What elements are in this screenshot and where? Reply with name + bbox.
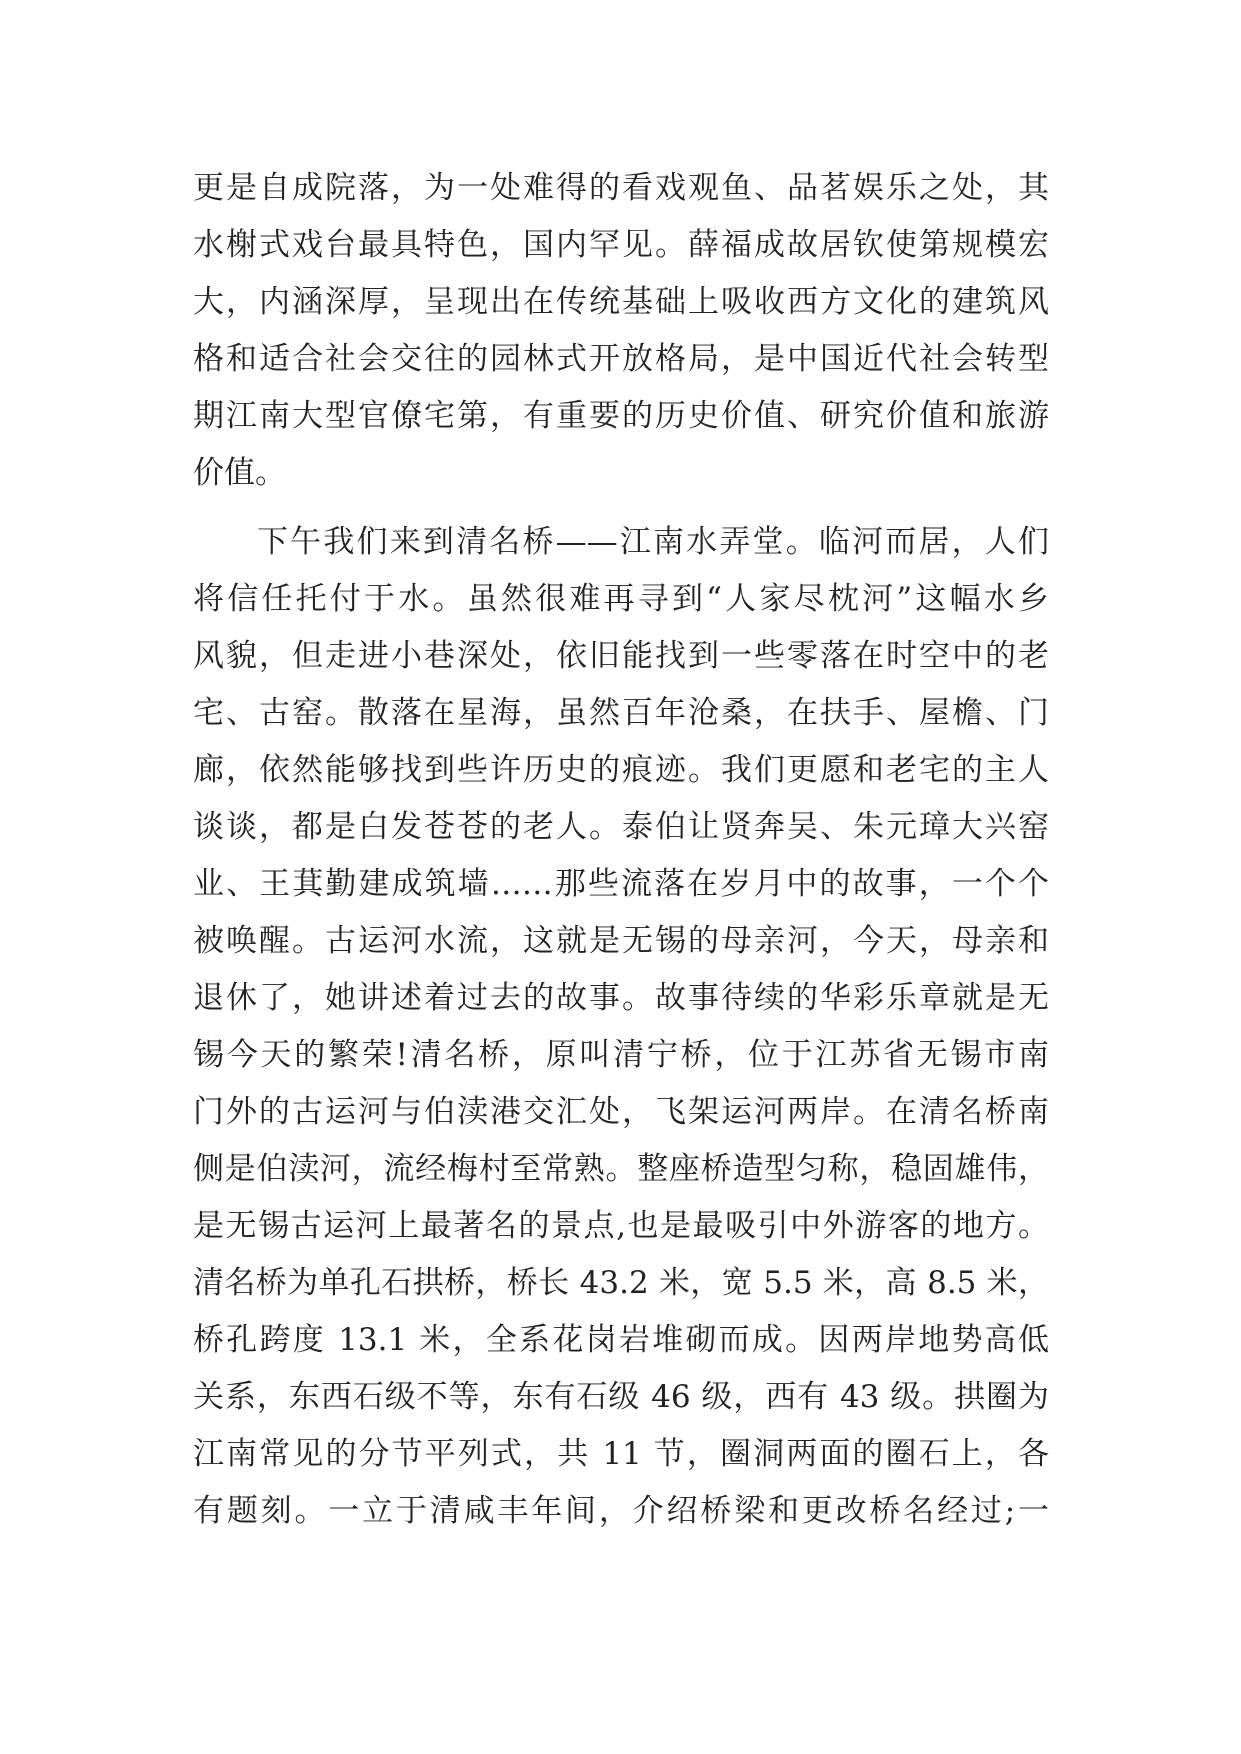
text-line: 有题刻。一立于清咸丰年间，介绍桥梁和更改桥名经过;一 [193, 1493, 1049, 1529]
text-line: 将信任托付于水。虽然很难再寻到“人家尽枕河”这幅水乡 [193, 581, 1049, 617]
text-line: 大，内涵深厚，呈现出在传统基础上吸收西方文化的建筑风 [193, 284, 1049, 320]
text-line: 谈谈，都是白发苍苍的老人。泰伯让贤奔吴、朱元璋大兴窑 [193, 809, 1049, 845]
text-line: 风貌，但走进小巷深处，依旧能找到一些零落在时空中的老 [193, 638, 1049, 674]
text-line: 下午我们来到清名桥——江南水弄堂。临河而居，人们 [257, 524, 1049, 560]
paragraph-1 [193, 160, 1049, 502]
text-line: 价值。 [193, 455, 286, 491]
text-line: 门外的古运河与伯渎港交汇处，飞架运河两岸。在清名桥南 [193, 1094, 1049, 1130]
text-line: 廊，依然能够找到些许历史的痕迹。我们更愿和老宅的主人 [193, 752, 1049, 788]
paragraph-gap [193, 502, 1049, 514]
text-line: 桥孔跨度 13.1 米，全系花岗岩堆砌而成。因两岸地势高低 [193, 1322, 1049, 1358]
text-line: 退休了，她讲述着过去的故事。故事待续的华彩乐章就是无 [193, 980, 1049, 1016]
text-line: 期江南大型官僚宅第，有重要的历史价值、研究价值和旅游 [193, 398, 1049, 434]
text-line: 锡今天的繁荣!清名桥，原叫清宁桥，位于江苏省无锡市南 [193, 1037, 1049, 1073]
body-text [193, 160, 1049, 1540]
text-line: 清名桥为单孔石拱桥，桥长 43.2 米，宽 5.5 米，高 8.5 米， [193, 1265, 1049, 1301]
text-line: 格和适合社会交往的园林式开放格局，是中国近代社会转型 [193, 341, 1049, 377]
text-line: 是无锡古运河上最著名的景点,也是最吸引中外游客的地方。 [193, 1208, 1049, 1244]
text-line: 宅、古窑。散落在星海，虽然百年沧桑，在扶手、屋檐、门 [193, 695, 1049, 731]
text-line: 被唤醒。古运河水流，这就是无锡的母亲河，今天，母亲和 [193, 923, 1049, 959]
text-line: 更是自成院落，为一处难得的看戏观鱼、品茗娱乐之处，其 [193, 170, 1049, 206]
text-line: 江南常见的分节平列式，共 11 节，圈洞两面的圈石上，各 [193, 1436, 1049, 1472]
paragraph-2 [193, 514, 1049, 1540]
text-line: 水榭式戏台最具特色，国内罕见。薛福成故居钦使第规模宏 [193, 227, 1049, 263]
text-line: 关系，东西石级不等，东有石级 46 级，西有 43 级。拱圈为 [193, 1379, 1049, 1415]
text-line: 侧是伯渎河，流经梅村至常熟。整座桥造型匀称，稳固雄伟， [193, 1151, 1049, 1187]
text-line: 业、王萁勤建成筑墙……那些流落在岁月中的故事，一个个 [193, 866, 1049, 902]
